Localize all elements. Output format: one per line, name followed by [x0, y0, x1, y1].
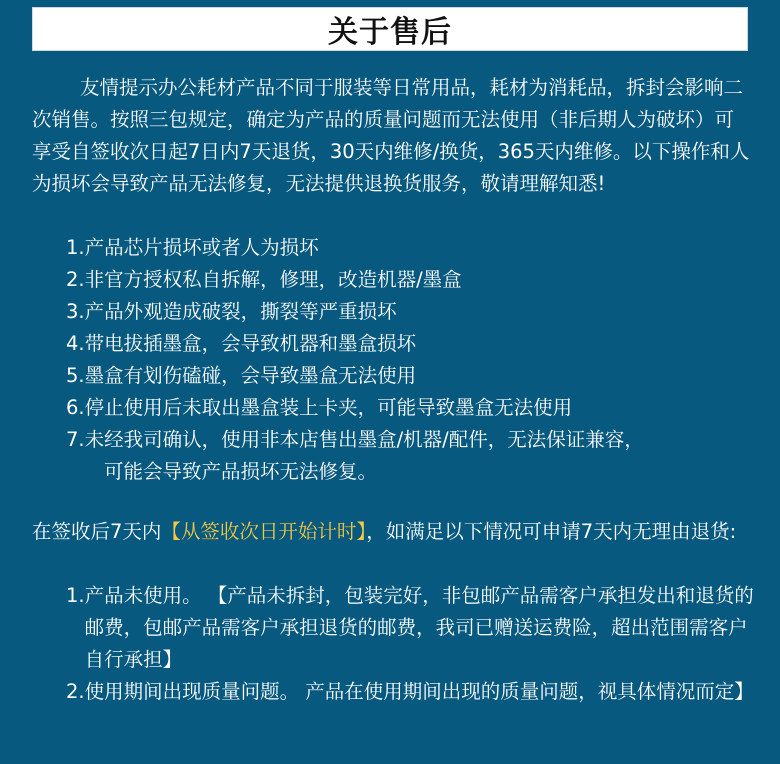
intro-paragraph: 友情提示办公耗材产品不同于服装等日常用品，耗材为消耗品，拆封会影响二次销售。按照三包规定，确定为产品的质量问题而无法使用（非后期人为破坏）可享受自签收次日起7日内7天退货，30天内维修/换货，365天内维修。以下操作和人为损坏会导致产品无法修复，无法提供退换货服务，敬请理解知悉!: [32, 76, 750, 195]
list-item: 4.带电拔插墨盒，会导致机器和墨盒损坏: [66, 332, 417, 355]
list-item: 5.墨盒有划伤磕碰，会导致墨盒无法使用: [66, 364, 417, 387]
list-item: [66, 676, 756, 708]
return-highlight: 【从签收次日开始计时】: [161, 520, 367, 543]
damage-list: [66, 232, 644, 488]
return-lead: 在签收后7天内: [32, 520, 162, 543]
list-item-text: 使用期间出现质量问题。 产品在使用期间出现的质量问题，视具体情况而定】: [84, 680, 754, 703]
list-item: 2.非官方授权私自拆解，修理，改造机器/墨盒: [66, 268, 462, 291]
list-item-text: 产品未使用。 【产品未拆封，包装完好，非包邮产品需客户承担发出和退货的邮费，包邮产品需客户承担退货的邮费，我司已赠送运费险，超出范围需客户自行承担】: [84, 584, 754, 671]
list-item-cont-text: 可能会导致产品损坏无法修复。: [104, 460, 378, 483]
return-list: [66, 580, 756, 708]
list-item: [66, 580, 756, 676]
list-item: 7.未经我司确认，使用非本店售出墨盒/机器/配件，无法保证兼容，: [66, 428, 644, 451]
return-policy-paragraph: [32, 516, 752, 548]
list-item: 1.产品芯片损坏或者人为损坏: [66, 236, 319, 259]
list-item-number: 1.: [66, 584, 85, 607]
title-banner: [32, 7, 748, 51]
page-title: 关于售后: [328, 15, 452, 50]
list-item-number: 2.: [66, 680, 85, 703]
list-item-continuation: [66, 456, 644, 488]
return-rest: ，如满足以下情况可申请7天内无理由退货:: [366, 520, 737, 543]
list-item: 6.停止使用后未取出墨盒装上卡夹，可能导致墨盒无法使用: [66, 396, 573, 419]
list-item: 3.产品外观造成破裂，撕裂等严重损坏: [66, 300, 397, 323]
